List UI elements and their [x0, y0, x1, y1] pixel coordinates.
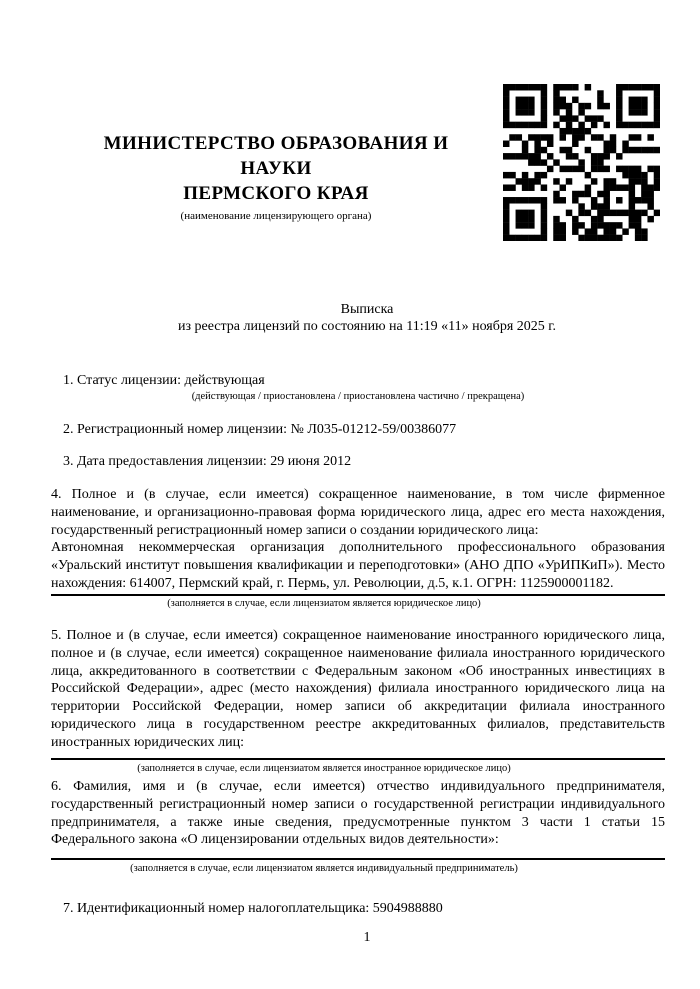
item-foreign-entity-fill-line: [51, 758, 665, 760]
item-legal-entity-caption: (заполняется в случае, если лицензиатом является юридическое лицо): [167, 597, 481, 609]
item-legal-entity-question: 4. Полное и (в случае, если имеется) сокращенное наименование, в том числе фирменное наименование, и организационно-правовая форма юридического лица, адрес его места нахождения, государственный регистрационный номер записи о создании юридического лица:: [51, 487, 665, 538]
ministry-name-caption: (наименование лицензирующего органа): [180, 210, 372, 222]
ministry-name-line1: МИНИСТЕРСТВО ОБРАЗОВАНИЯ И НАУКИ: [103, 133, 449, 179]
item-legal-entity-answer: Автономная некоммерческая организация дополнительного профессионального образования «Уральский институт повышения квалификации и переподготовки» (АНО ДПО «УрИПКиП»). Место нахождения: 614007, Пермский край, г. Пермь, ул. Революции, д.5, к.1. ОГРН: 1125900001182.: [51, 540, 665, 591]
item-legal-entity: [51, 486, 665, 610]
item-individual-entrepreneur-question: 6. Фамилия, имя и (в случае, если имеется) отчество индивидуального предпринимателя, государственный регистрационный номер записи о государственной регистрации индивидуального предпринимателя, а также иные сведения, предусмотренные пунктом 3 части 1 статьи 15 Федерального закона «О лицензировании отдельных видов деятельности»:: [51, 779, 665, 848]
ministry-name-line2: ПЕРМСКОГО КРАЯ: [183, 183, 369, 204]
qr-code: [503, 84, 660, 241]
item-foreign-entity: [51, 627, 665, 775]
item-license-grant-date: 3. Дата предоставления лицензии: 29 июня 2012: [63, 454, 352, 469]
document-title: [51, 302, 683, 335]
item-individual-entrepreneur-caption: (заполняется в случае, если лицензиатом является индивидуальный предприниматель): [130, 863, 518, 875]
item-legal-entity-fill-line: [51, 594, 665, 596]
item-license-status: 1. Статус лицензии: действующая: [63, 373, 265, 388]
document-title-line1: Выписка: [340, 302, 394, 317]
page-number: 1: [363, 930, 371, 945]
item-registration-number: 2. Регистрационный номер лицензии: № Л035-01212-59/00386077: [63, 422, 457, 437]
licensing-authority-header: [70, 131, 482, 223]
document-title-line2: из реестра лицензий по состоянию на 11:19 «11» ноября 2025 г.: [178, 318, 556, 334]
item-license-status-options-caption: (действующая / приостановлена / приостановлена частично / прекращена): [191, 391, 525, 402]
item-taxpayer-id: 7. Идентификационный номер налогоплательщика: 5904988880: [63, 901, 443, 916]
item-foreign-entity-caption: (заполняется в случае, если лицензиатом является иностранное юридическое лицо): [137, 762, 511, 774]
item-individual-entrepreneur: [51, 778, 665, 876]
item-individual-entrepreneur-fill-line: [51, 858, 665, 860]
item-foreign-entity-question: 5. Полное и (в случае, если имеется) сокращенное наименование иностранного юридического лица, полное и (в случае, если имеется) сокращенное наименование филиала иностранного юридического лица, аккредитованного в соответствии с Федеральным законом «Об иностранных инвестициях в Российской Федерации», адрес (место нахождения) филиала иностранного юридического лица на территории Российской Федерации, номер записи об аккредитации филиала иностранного юридического лица в государственном реестре аккредитованных филиалов, представительств иностранных юридических лиц:: [51, 628, 665, 750]
